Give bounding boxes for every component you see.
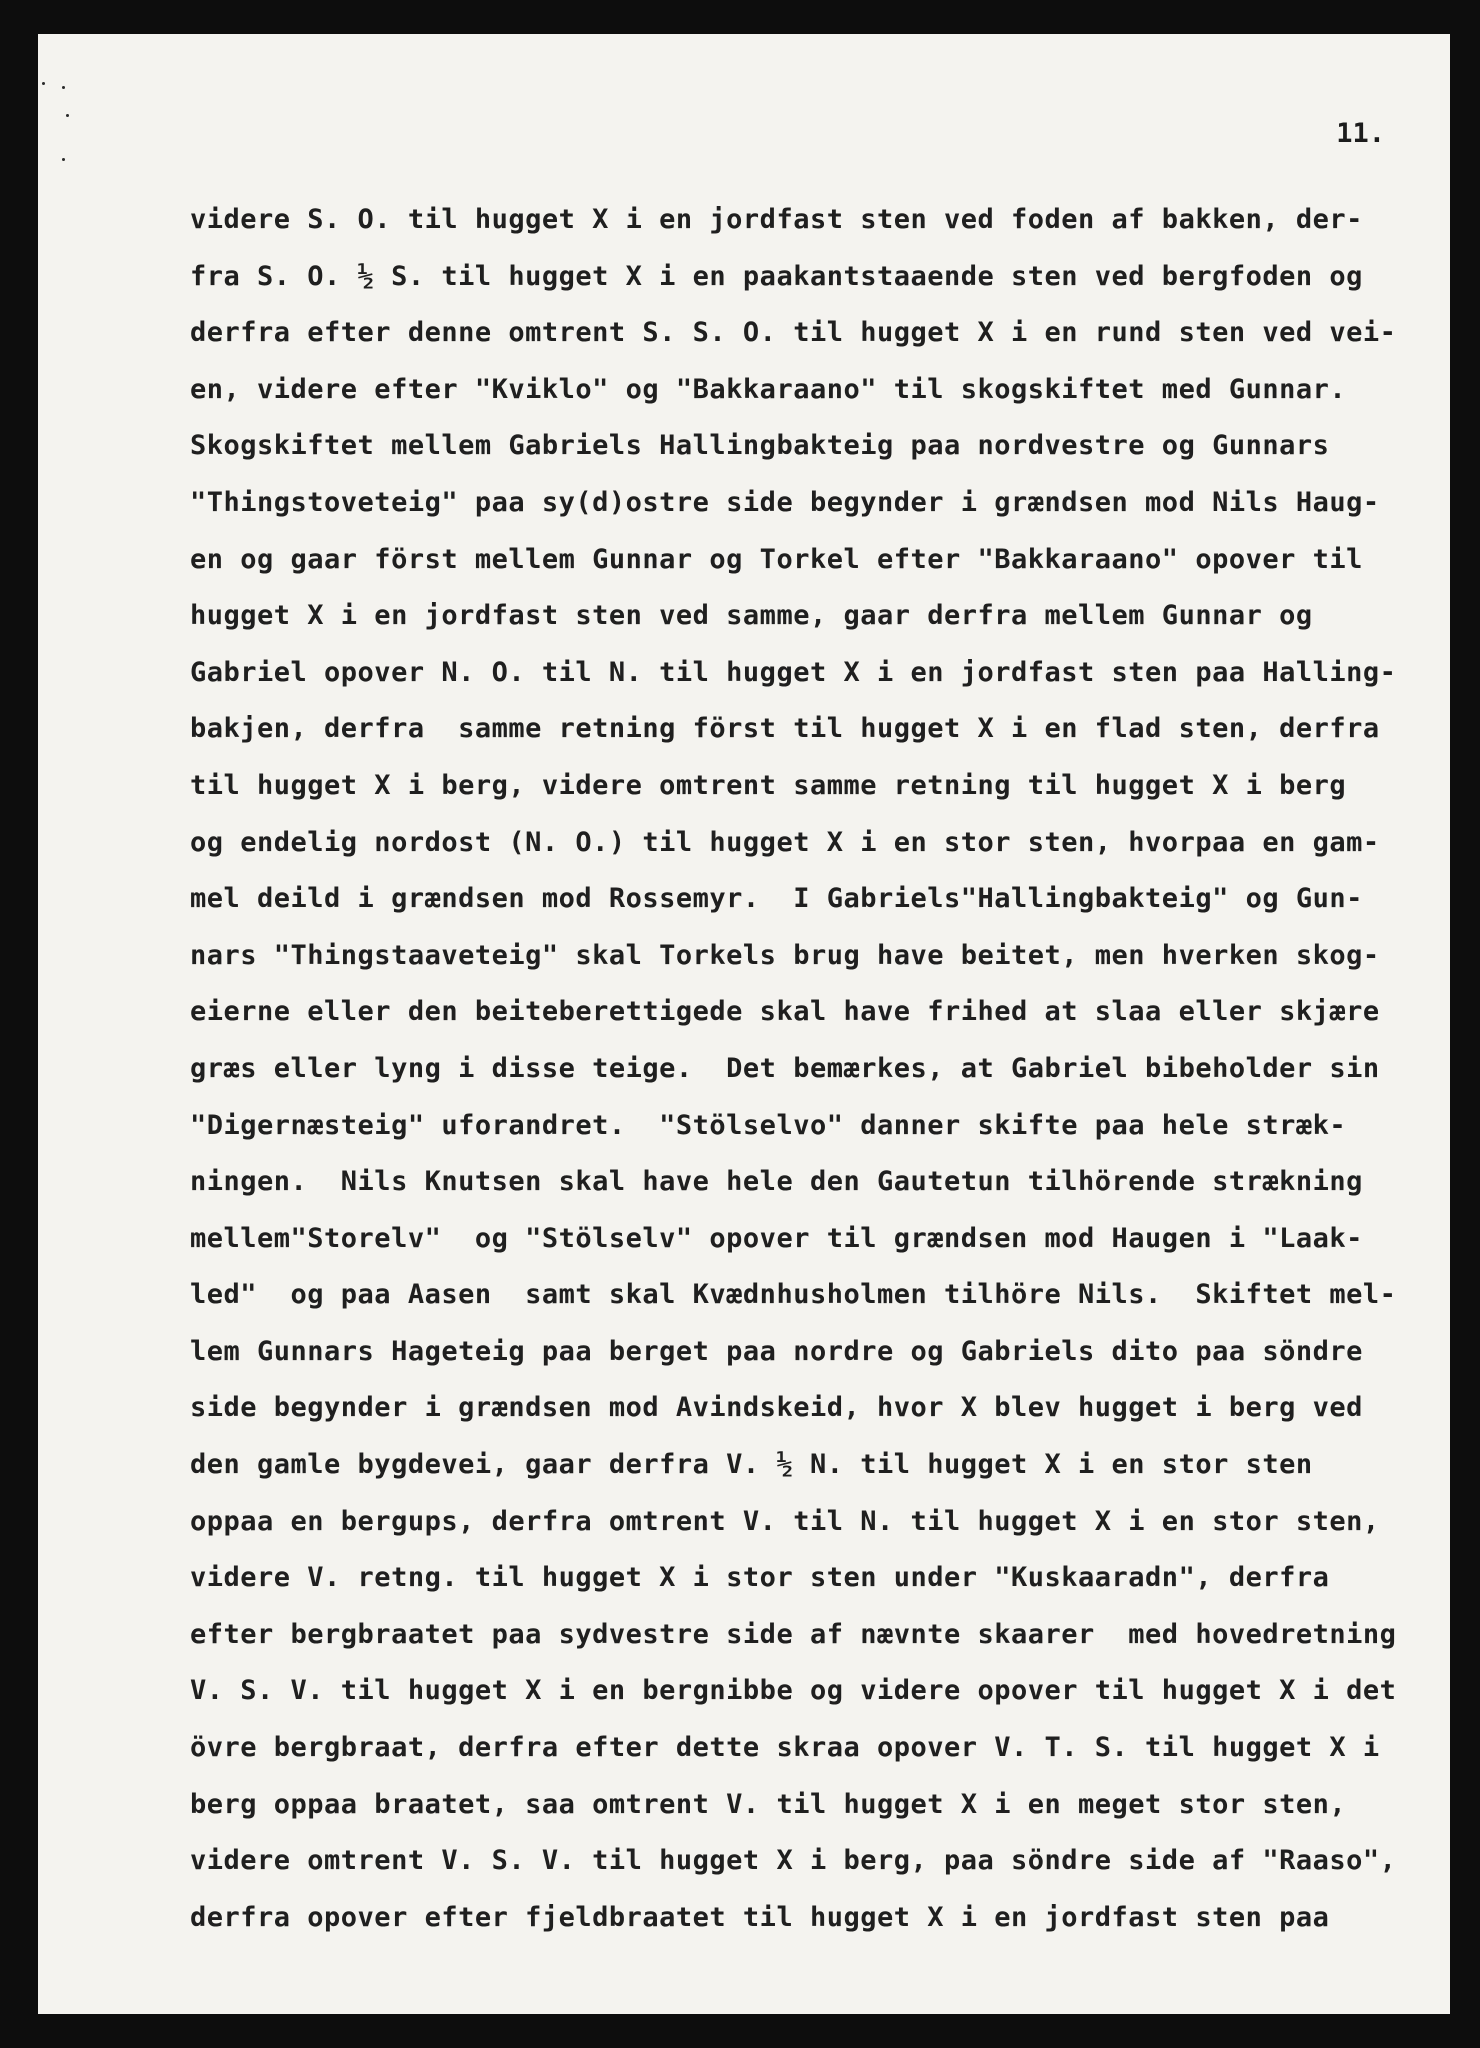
text-line: mellem"Storelv" og "Stölselv" opover til grændsen mod Haugen i "Laak- (190, 1222, 1363, 1254)
text-line: eierne eller den beiteberettigede skal have frihed at slaa eller skjære (190, 996, 1380, 1028)
text-line: V. S. V. til hugget X i en bergnibbe og videre opover til hugget X i det (190, 1675, 1397, 1707)
text-line: lem Gunnars Hageteig paa berget paa nordre og Gabriels dito paa söndre (190, 1335, 1363, 1367)
text-line: en, videre efter "Kviklo" og "Bakkaraano" til skogskiftet med Gunnar. (190, 373, 1347, 405)
text-line: mel deild i grændsen mod Rossemyr. I Gabriels"Hallingbakteig" og Gun- (190, 883, 1363, 915)
text-line: "Digernæsteig" uforandret. "Stölselvo" danner skifte paa hele stræk- (190, 1109, 1347, 1141)
text-line: berg oppaa braatet, saa omtrent V. til hugget X i en meget stor sten, (190, 1788, 1347, 1820)
text-line: videre V. retng. til hugget X i stor sten under "Kuskaaradn", derfra (190, 1562, 1330, 1594)
paper-speck (42, 82, 45, 85)
document-body (190, 192, 1420, 1946)
text-line: övre bergbraat, derfra efter dette skraa opover V. T. S. til hugget X i (190, 1732, 1380, 1764)
text-line: side begynder i grændsen mod Avindskeid, hvor X blev hugget i berg ved (190, 1392, 1363, 1424)
paper-speck (66, 114, 69, 117)
paper-speck (62, 158, 65, 161)
text-line: græs eller lyng i disse teige. Det bemærkes, at Gabriel bibeholder sin (190, 1052, 1380, 1084)
text-line: en og gaar först mellem Gunnar og Torkel efter "Bakkaraano" opover til (190, 543, 1363, 575)
text-line: Skogskiftet mellem Gabriels Hallingbakteig paa nordvestre og Gunnars (190, 430, 1330, 462)
text-line: nars "Thingstaaveteig" skal Torkels brug have beitet, men hverken skog- (190, 939, 1380, 971)
text-line: den gamle bygdevei, gaar derfra V. ½ N. til hugget X i en stor sten (190, 1449, 1313, 1481)
text-line: Gabriel opover N. O. til N. til hugget X i en jordfast sten paa Halling- (190, 656, 1397, 688)
text-line: "Thingstoveteig" paa sy(d)ostre side begynder i grændsen mod Nils Haug- (190, 486, 1380, 518)
paper-speck (62, 86, 65, 89)
text-line: hugget X i en jordfast sten ved samme, gaar derfra mellem Gunnar og (190, 600, 1313, 632)
text-line: oppaa en bergups, derfra omtrent V. til N. til hugget X i en stor sten, (190, 1505, 1380, 1537)
text-line: derfra opover efter fjeldbraatet til hugget X i en jordfast sten paa (190, 1901, 1330, 1933)
text-line: videre omtrent V. S. V. til hugget X i berg, paa söndre side af "Raaso", (190, 1845, 1397, 1877)
text-line: videre S. O. til hugget X i en jordfast sten ved foden af bakken, der- (190, 204, 1363, 235)
page-number: 11. (1336, 118, 1385, 149)
text-line: til hugget X i berg, videre omtrent samme retning til hugget X i berg (190, 769, 1347, 801)
text-line: ningen. Nils Knutsen skal have hele den Gautetun tilhörende strækning (190, 1166, 1363, 1198)
text-line: og endelig nordost (N. O.) til hugget X i en stor sten, hvorpaa en gam- (190, 826, 1380, 858)
text-line: fra S. O. ½ S. til hugget X i en paakantstaaende sten ved bergfoden og (190, 260, 1363, 292)
text-line: derfra efter denne omtrent S. S. O. til hugget X i en rund sten ved vei- (190, 317, 1397, 349)
text-line: efter bergbraatet paa sydvestre side af nævnte skaarer med hovedretning (190, 1618, 1397, 1650)
text-line: led" og paa Aasen samt skal Kvædnhusholmen tilhöre Nils. Skiftet mel- (190, 1279, 1397, 1311)
text-line: bakjen, derfra samme retning först til hugget X i en flad sten, derfra (190, 713, 1380, 745)
